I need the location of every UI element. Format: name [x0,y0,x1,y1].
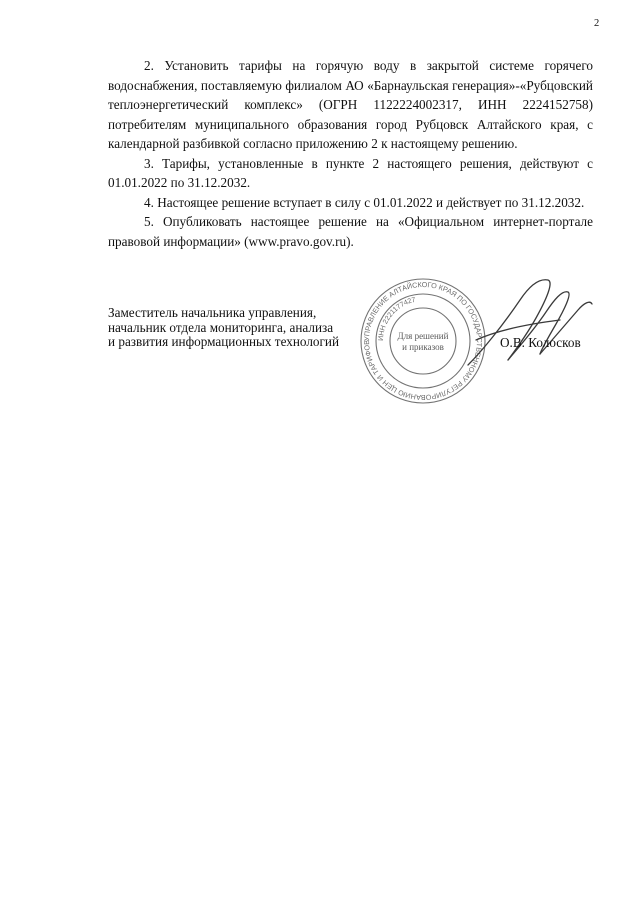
handwritten-signature [448,270,598,380]
signer-title [108,306,339,350]
paragraph-publication: 5. Опубликовать настоящее решение на «Официальном интернет-портале правовой информации» (www.pravo.gov.ru). [108,214,593,249]
seal-center-line: Для решений [397,331,449,341]
signer-title-line: и развития информационных технологий [108,334,340,349]
paragraph-entry-into-force: 4. Настоящее решение вступает в силу с 01.01.2022 и действует по 31.12.2032. [144,194,585,210]
paragraph-tariffs: 2. Установить тарифы на горячую воду в закрытой системе горячего водоснабжения, поставляемую филиалом АО «Барнаульская генерация»-«Рубцовский теплоэнергетический комплекс» (ОГРН 1122224002317, ИНН 2224152758) потребителям муниципального образования город Рубцовск Алтайского края, с календарной разбивкой согласно приложению 2 к настоящему решению. [108,58,593,151]
signer-title-line: начальник отдела мониторинга, анализа [108,319,334,335]
seal-center-line: и приказов [402,342,444,352]
signer-title-line: Заместитель начальника управления, [108,305,317,320]
paragraph-validity-period: 3. Тарифы, установленные в пункте 2 настоящего решения, действуют с 01.01.2022 по 31.12.2032. [108,155,593,190]
page-number: 2 [594,18,600,29]
document-body [108,56,593,251]
signer-name: О.В. Колосков [500,335,581,350]
signature-block [108,279,593,403]
seal-outer-text: УПРАВЛЕНИЕ АЛТАЙСКОГО КРАЯ ПО ГОСУДАРСТВЕННОМУ РЕГУЛИРОВАНИЮ ЦЕН И ТАРИФОВ [361,279,485,403]
seal-inner-text: ИНН 2221177427 [377,296,417,342]
